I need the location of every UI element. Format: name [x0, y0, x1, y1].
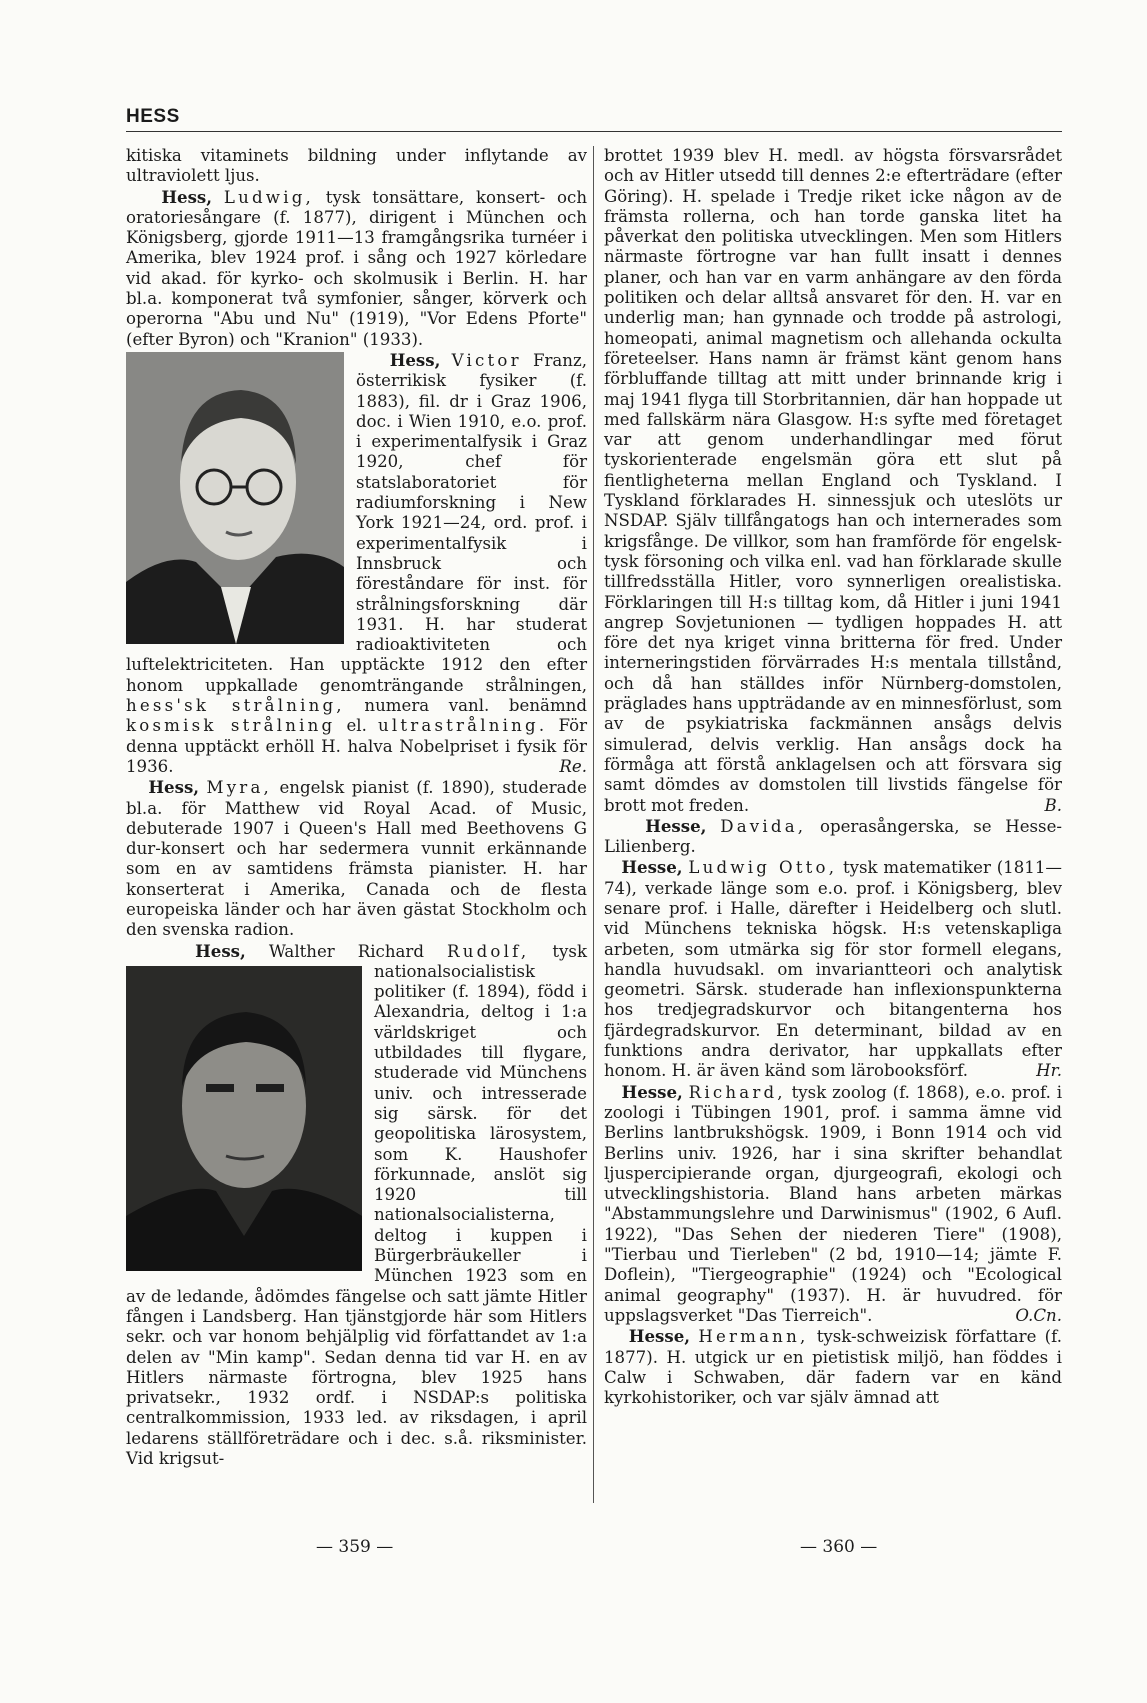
author-signature: B.	[1044, 795, 1062, 815]
entry-text: el.	[346, 716, 367, 736]
entry-hess-rudolf	[126, 941, 587, 1470]
spaced-name: Ludwig Otto,	[688, 858, 838, 878]
entry-text: tysk matematiker (1811—74), verkade länge som e.o. prof. i Königsberg, blev senare prof. i Halle, därefter i Heidelberg och slutl. vid Münchens tekniska högsk. H:s vetenskapliga arbeten, som utmärka sig för stor formell elegans, handla huvudsakl. om invariantteori och analytisk geometri. Särsk. studerade han inflexionspunkterna hos tredjegradskurvor och bitangenterna hos fjärdegradskurvor. En determinant, bildad av en funktions andra derivator, har uppkallats efter honom. H. är även känd som lärobooksförf.	[604, 858, 1062, 1081]
left-column	[126, 146, 587, 1469]
headword: Hesse,	[628, 1326, 691, 1347]
spaced-name: Davida,	[720, 816, 807, 836]
spaced-term: kosmisk strålning	[126, 716, 336, 736]
spaced-term: hess'sk strålning,	[126, 696, 345, 716]
entry-text: tysk-schweizisk författare (f. 1877). H. utgick ur en pietistisk miljö, han föddes i Calw i Schwaben, där fadern var en känd kyrkohistoriker, och var själv ämnad att	[604, 1327, 1062, 1408]
spaced-name: Ludwig,	[223, 187, 314, 207]
author-signature: Re.	[559, 756, 587, 776]
spaced-name: Hermann,	[698, 1327, 809, 1347]
entry-text: Franz, österrikisk fysiker (f. 1883), fil. dr i Graz 1906, doc. i Wien 1910, e.o. prof. i experimentalfysik i Graz 1920, chef för statslaboratoriet för radiumforskning i New York 1921—24, ord. prof. i experimentalfysik i Innsbruck och föreståndare för inst. för strålningsforskning där 1931. H. har studerat radioaktiviteten och luftelektriciteten. Han upptäckte 1912 den efter honom uppkallade genomträngande strålningen,	[126, 350, 587, 695]
spaced-name: Myra,	[206, 778, 273, 798]
entry-text: numera vanl. benämnd	[364, 696, 587, 716]
headword: Hess,	[389, 349, 441, 370]
entry-text: tysk zoolog (f. 1868), e.o. prof. i zoologi i Tübingen 1901, prof. i samma ämne vid Berlins lantbrukshögsk. 1909, i Bonn 1914 och vid Berlins univ. 1926, har i sina skrifter behandlat ljuspercipierande organ, djurgeografi, ekologi och utvecklingshistoria. Bland hans arbeten märkas "Abstammungslehre und Darwinismus" (1902, 6 Aufl. 1922), "Das Sehen der niederen Tiere" (1908), "Tierbau und Tierleben" (2 bd, 1910—14; jämte F. Doflein), "Tiergeographie" (1924) och "Ecological animal geography" (1937). H. är huvudred. för uppslagsverket "Das Tierreich".	[604, 1082, 1063, 1325]
headword: Hess,	[195, 940, 246, 961]
entry-text: tysk tonsättare, konsert- och oratoriesångare (f. 1877), dirigent i München och Königsberg, gjorde 1911—13 framgångsrika turnéer i Amerika, blev 1924 prof. i sång och 1927 körledare vid akad. för kyrko- och skolmusik i Berlin. H. har bl.a. komponerat två symfonier, sånger, körverk och operorna "Abu und Nu" (1919), "Vor Edens Pforte" (efter Byron) och "Kranion" (1933).	[126, 187, 588, 349]
entry-hesse-richard	[604, 1082, 1062, 1327]
entry-text: operasångerska, se Hesse-Lilienberg.	[604, 816, 1063, 857]
headword: Hess,	[161, 186, 213, 207]
entry-hess-victor	[126, 350, 587, 777]
portrait-rudolf-hess	[126, 966, 362, 1271]
entry-text: engelsk pianist (f. 1890), studerade bl.a. för Matthew vid Royal Acad. of Music, debuterade 1907 i Queen's Hall med Beethovens G dur-konsert och har sedermera vunnit erkännande som en av samtidens främsta pianister. H. har konserterat i Amerika, Canada och de flesta europeiska länder och har även gästat Stockholm och den svenska radion.	[126, 778, 587, 940]
spaced-term: ultrastrålning.	[377, 716, 548, 736]
page-number-left: — 359 —	[316, 1537, 394, 1557]
column-divider	[593, 146, 594, 1503]
entry-continuation: kitiska vitaminets bildning under inflytande av ultraviolett ljus.	[126, 146, 587, 186]
entry-text: För denna upptäckt erhöll H. halva Nobelpriset i fysik för 1936.	[126, 716, 588, 776]
entry-hess-myra	[126, 777, 587, 940]
entry-text: brottet 1939 blev H. medl. av högsta försvarsrådet och av Hitler utsedd till dennes 2:e efterträdare (efter Göring). H. spelade i Tredje riket icke någon av de främsta rollerna, och han torde ganska litet ha påverkat den politiska utvecklingen. Men som Hitlers närmaste förtrogne var han fullt insatt i dennes planer, och han var en varm anhängare av den förda politiken och delar alltså ansvaret för den. H. var en underlig man; han gynnade och trodde på astrologi, homeopati, animal magnetism och allehanda ockulta företeelser. Hans namn är främst känt genom hans förbluffande tilltag att mitt under brinnande krig i maj 1941 flyga till Storbritannien, där han hoppade ut med fallskärm nära Glasgow. H:s syfte med företaget var att genom underhandlingar med förut tyskorienterade engelsmän göra ett slut på fientligheterna mellan England och Tyskland. I Tyskland förklarades H. sinnessjuk och uteslöts ur NSDAP. Själv tillfångatogs han och internerades som krigsfånge. De villkor, som han framförde för engelsk-tysk försoning och vilka enl. vad han förklarade skulle tillfredsställa Hitler, voro synnerligen orealistiska. Förklaringen till H:s tilltag kom, då Hitler i juni 1941 angrep Sovjetunionen — tydligen hoppades H. att före det nya kriget vinna britterna för fred. Under interneringstiden förvärrades H:s mentala tillstånd, och då han ställdes inför Nürnberg-domstolen, präglades hans uppträdande av en minnesförlust, som av de psykiatriska fackmännen ansågs delvis simulerad, delvis verklig. Han ansågs dock ha förmåga att förstå anklagelsen och att försvara sig samt dömdes av domstolen till livstids fängelse för brott mot freden.	[604, 146, 1063, 815]
page-number-right: — 360 —	[800, 1537, 878, 1557]
author-signature: Hr.	[1036, 1061, 1062, 1081]
headword: Hesse,	[645, 815, 707, 836]
right-column	[604, 146, 1062, 1408]
headword: Hess,	[148, 777, 200, 798]
entry-hesse-davida	[604, 816, 1062, 858]
header-rule	[126, 131, 1062, 132]
entry-hesse-hermann	[604, 1326, 1062, 1408]
entry-hesse-ludwig-otto	[604, 857, 1062, 1081]
running-head: HESS	[126, 106, 180, 127]
page-header	[126, 106, 1062, 128]
portrait-victor-hess	[126, 352, 344, 644]
headword: Hesse,	[621, 857, 683, 878]
author-signature: O.Cn.	[1015, 1305, 1062, 1325]
spaced-name: Richard,	[688, 1082, 786, 1102]
entry-hess-ludwig	[126, 187, 587, 350]
entry-text: tysk nationalsocialistisk politiker (f. 1894), född i Alexandria, deltog i 1:a världskriget och utbildades till flygare, studerade vid Münchens univ. och intresserade sig särsk. för det geopolitiska lärosystem, som K. Haushofer förkunnade, anslöt sig 1920 till nationalsocialisterna, deltog i kuppen i Bürgerbräukeller i München 1923 som en av de ledande, ådömdes fängelse och satt jämte Hitler fången i Landsberg. Han tjänstgjorde här som Hitlers sekr. och var honom behjälplig vid författandet av 1:a delen av "Min kamp". Sedan denna tid var H. en av Hitlers närmaste förtrogna, blev 1925 hans privatsekr., 1932 ordf. i NSDAP:s politiska centralkommission, 1933 led. av riksdagen, i april ledarens ställföreträdare och i dec. s.å. riksminister. Vid krigsut-	[126, 941, 588, 1468]
headword: Hesse,	[621, 1081, 683, 1102]
spaced-name: Rudolf,	[447, 941, 530, 961]
spaced-name: Victor	[451, 350, 522, 370]
entry-text: Walther Richard	[268, 941, 424, 961]
entry-continuation	[604, 146, 1062, 816]
